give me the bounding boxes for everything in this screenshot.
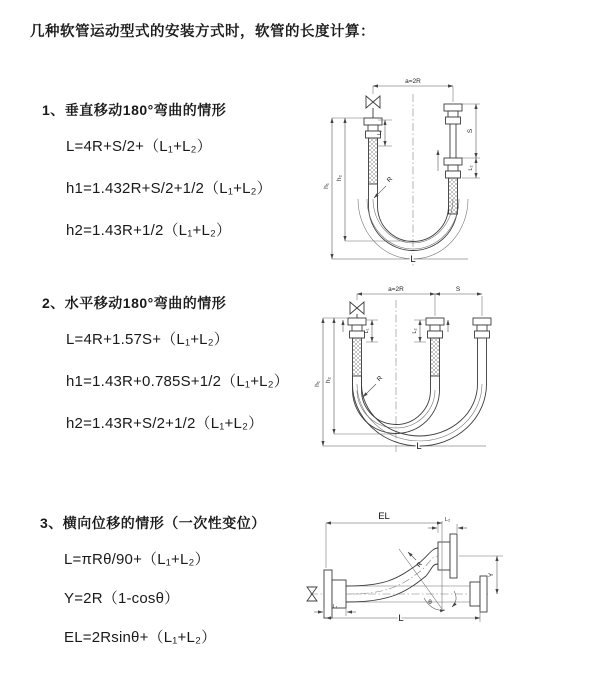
dim-l2 — [468, 158, 476, 178]
dim-label-r: R — [375, 374, 385, 384]
formula-length: L=4R+1.57S+（L₁+L₂） — [66, 331, 229, 348]
formula-length: L=πRθ/90+（L₁+L₂） — [64, 551, 210, 568]
pipe-middle — [426, 318, 444, 376]
angle-label-theta: θ — [428, 599, 432, 606]
dim-overall-length — [332, 254, 468, 265]
section-3-heading: 3、横向位移的情形（一次性变位） — [40, 515, 266, 531]
dim-label-a2r: a=2R — [405, 78, 421, 85]
dim-label-h2: h₂ — [336, 174, 343, 182]
dim-l1 — [314, 604, 356, 616]
dim-label-h1: h₁ — [314, 381, 321, 387]
page-title: 几种软管运动型式的安装方式时，软管的长度计算： — [30, 24, 375, 40]
dim-label-s: S — [467, 128, 474, 134]
dim-label-l2: L₂ — [468, 165, 474, 171]
formula-length: L=4R+S/2+（L₁+L₂） — [66, 138, 212, 155]
pipe-left — [348, 318, 366, 376]
dim-label-l1: L₁ — [377, 130, 383, 136]
pipe-right-displaced — [473, 318, 491, 338]
dim-label-l-total: L — [416, 441, 422, 452]
section-3 — [40, 513, 266, 665]
valve-icon — [366, 96, 380, 118]
section-2 — [42, 293, 289, 454]
dim-a2r — [357, 286, 482, 316]
formula-h1: h1=1.432R+S/2+1/2（L₁+L₂） — [66, 180, 272, 197]
pipe-left — [364, 118, 382, 184]
dim-label-l2: L₂ — [412, 328, 418, 334]
pipe-right — [444, 104, 462, 214]
dim-label-s: S — [455, 286, 461, 293]
section-2-formulas — [66, 328, 289, 454]
section-3-formulas — [64, 548, 266, 665]
dim-l2 — [412, 320, 426, 342]
dim-label-l-total: L — [398, 613, 404, 624]
valve-icon — [350, 302, 364, 318]
section-1 — [42, 100, 272, 261]
diagram-horizontal-180-bend — [308, 284, 508, 462]
dim-label-l2: L₂ — [444, 517, 451, 523]
dim-label-h1: h₁ — [323, 183, 330, 189]
dim-s — [435, 286, 482, 294]
diagram-vertical-180-bend — [318, 74, 513, 270]
radius-callout — [363, 375, 384, 397]
dim-label-r: R — [415, 560, 425, 570]
flange-upper-displaced — [438, 534, 457, 578]
section-2-heading: 2、水平移动180°弯曲的情形 — [42, 295, 227, 311]
flange-left — [324, 570, 346, 618]
dim-l2 — [428, 517, 467, 533]
formula-el: EL=2Rsinθ+（L₁+L₂） — [64, 629, 217, 646]
dim-label-a2r: a=2R — [388, 286, 404, 293]
dim-overall-length — [323, 441, 486, 452]
formula-y: Y=2R（1-cosθ） — [64, 590, 180, 607]
section-1-heading: 1、垂直移动180°弯曲的情形 — [42, 102, 227, 118]
formula-h2: h2=1.43R+S/2+1/2（L₁+L₂） — [66, 415, 264, 432]
dim-label-l1: L₁ — [332, 604, 338, 610]
diagram-lateral-displacement — [296, 506, 511, 631]
dim-label-h2: h₂ — [325, 376, 332, 384]
hose-u-bend-moved — [353, 338, 487, 446]
formula-h1: h1=1.43R+0.785S+1/2（L₁+L₂） — [66, 373, 289, 390]
dim-label-el: EL — [378, 511, 390, 522]
dim-label-y: Y — [488, 572, 495, 578]
section-1-formulas — [66, 135, 272, 261]
dim-label-l1: L₁ — [364, 328, 370, 334]
dim-label-r: R — [385, 175, 395, 185]
dim-label-l-total: L — [410, 254, 416, 265]
formula-h2: h2=1.43R+1/2（L₁+L₂） — [66, 222, 232, 239]
dim-h1 — [323, 118, 364, 259]
